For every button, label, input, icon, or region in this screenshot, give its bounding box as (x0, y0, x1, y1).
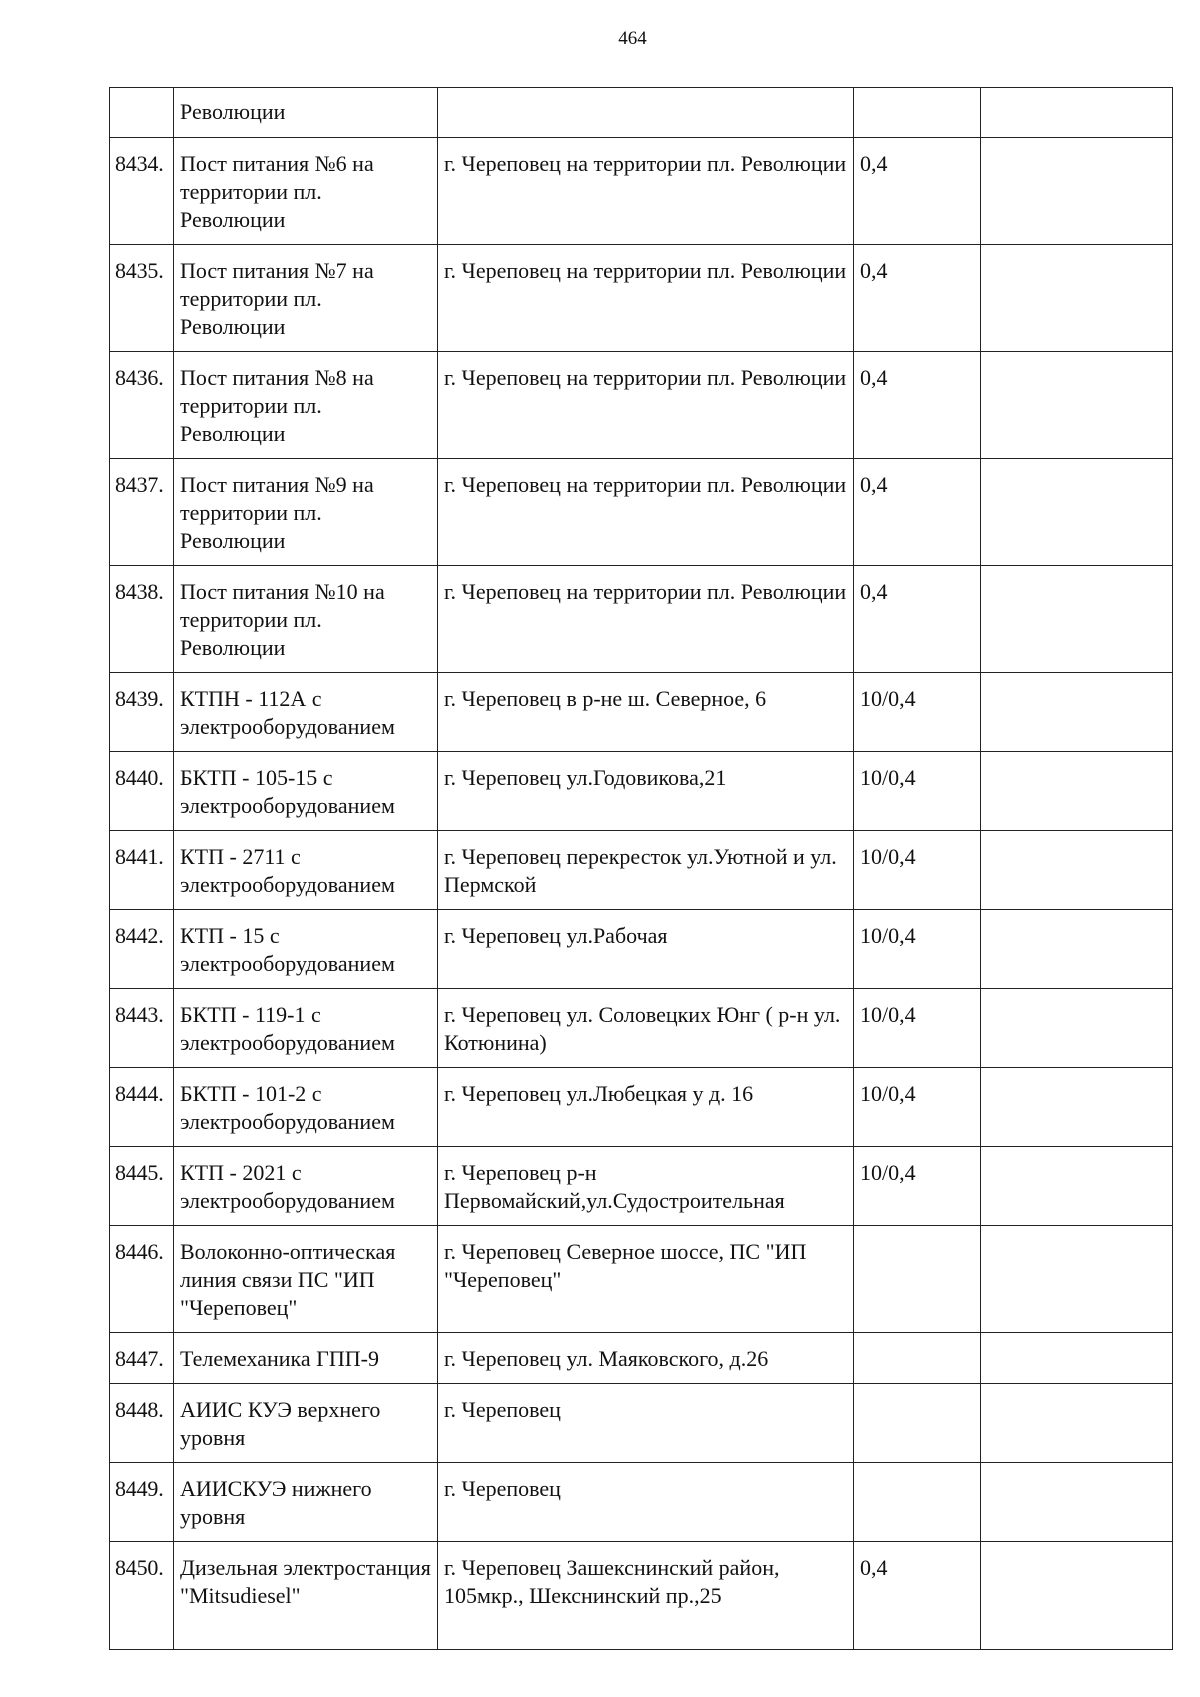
table-row (110, 245, 1173, 352)
table-row (110, 1147, 1173, 1226)
row-number: 8437. (110, 459, 174, 566)
object-address: г. Череповец Северное шоссе, ПС "ИП "Череповец" (438, 1226, 854, 1333)
table-row (110, 1068, 1173, 1147)
object-address: г. Череповец Зашекснинский район, 105мкр., Шекснинский пр.,25 (438, 1542, 854, 1650)
object-address: г. Череповец перекресток ул.Уютной и ул. Пермской (438, 831, 854, 910)
page-number: 464 (618, 28, 647, 49)
row-number: 8434. (110, 138, 174, 245)
object-voltage: 10/0,4 (854, 1068, 981, 1147)
object-voltage: 10/0,4 (854, 752, 981, 831)
object-name: БКТП - 105-15 с электрооборудованием (174, 752, 438, 831)
row-number: 8447. (110, 1333, 174, 1384)
object-voltage: 10/0,4 (854, 831, 981, 910)
object-name: Пост питания №6 на территории пл. Революции (174, 138, 438, 245)
row-number: 8438. (110, 566, 174, 673)
object-voltage: 0,4 (854, 352, 981, 459)
table-row (110, 1384, 1173, 1463)
object-voltage: 0,4 (854, 459, 981, 566)
object-address: г. Череповец (438, 1384, 854, 1463)
object-voltage (854, 88, 981, 138)
object-voltage: 0,4 (854, 138, 981, 245)
object-address: г. Череповец ул.Рабочая (438, 910, 854, 989)
object-address: г. Череповец на территории пл. Революции (438, 566, 854, 673)
object-address: г. Череповец ул. Маяковского, д.26 (438, 1333, 854, 1384)
object-voltage: 10/0,4 (854, 1147, 981, 1226)
object-note (981, 752, 1173, 831)
object-voltage: 10/0,4 (854, 910, 981, 989)
object-note (981, 1147, 1173, 1226)
object-address: г. Череповец на территории пл. Революции (438, 459, 854, 566)
row-number: 8436. (110, 352, 174, 459)
row-number: 8449. (110, 1463, 174, 1542)
object-note (981, 989, 1173, 1068)
object-name: Телемеханика ГПП-9 (174, 1333, 438, 1384)
object-voltage: 10/0,4 (854, 989, 981, 1068)
object-voltage (854, 1333, 981, 1384)
object-note (981, 138, 1173, 245)
object-name: Революции (174, 88, 438, 138)
row-number: 8450. (110, 1542, 174, 1650)
objects-table (109, 87, 1173, 1650)
row-number: 8435. (110, 245, 174, 352)
object-voltage: 0,4 (854, 245, 981, 352)
object-address: г. Череповец р-н Первомайский,ул.Судостроительная (438, 1147, 854, 1226)
row-number: 8445. (110, 1147, 174, 1226)
object-name: КТП - 2711 с электрооборудованием (174, 831, 438, 910)
object-name: КТП - 2021 с электрооборудованием (174, 1147, 438, 1226)
object-note (981, 88, 1173, 138)
table-row (110, 352, 1173, 459)
object-address: г. Череповец (438, 1463, 854, 1542)
object-address: г. Череповец в р-не ш. Северное, 6 (438, 673, 854, 752)
table-row (110, 752, 1173, 831)
object-name: КТП - 15 с электрооборудованием (174, 910, 438, 989)
object-note (981, 245, 1173, 352)
object-name: АИИСКУЭ нижнего уровня (174, 1463, 438, 1542)
table-row (110, 831, 1173, 910)
table-row (110, 1333, 1173, 1384)
row-number: 8439. (110, 673, 174, 752)
table-row (110, 566, 1173, 673)
table-row (110, 138, 1173, 245)
table-row (110, 673, 1173, 752)
row-number: 8443. (110, 989, 174, 1068)
object-name: Пост питания №8 на территории пл. Революции (174, 352, 438, 459)
row-number: 8446. (110, 1226, 174, 1333)
object-note (981, 1226, 1173, 1333)
object-note (981, 352, 1173, 459)
row-number: 8440. (110, 752, 174, 831)
object-address (438, 88, 854, 138)
table-row (110, 459, 1173, 566)
row-number: 8448. (110, 1384, 174, 1463)
object-note (981, 910, 1173, 989)
object-name: Пост питания №7 на территории пл. Революции (174, 245, 438, 352)
object-note (981, 831, 1173, 910)
object-address: г. Череповец на территории пл. Революции (438, 138, 854, 245)
table-row (110, 1542, 1173, 1650)
object-note (981, 1542, 1173, 1650)
object-name: АИИС КУЭ верхнего уровня (174, 1384, 438, 1463)
object-address: г. Череповец на территории пл. Революции (438, 352, 854, 459)
object-name: Дизельная электростанция "Mitsudiesel" (174, 1542, 438, 1650)
table-row (110, 1463, 1173, 1542)
object-name: БКТП - 101-2 с электрооборудованием (174, 1068, 438, 1147)
object-address: г. Череповец ул. Соловецких Юнг ( р-н ул. Котюнина) (438, 989, 854, 1068)
object-address: г. Череповец ул.Годовикова,21 (438, 752, 854, 831)
object-note (981, 1463, 1173, 1542)
object-voltage: 0,4 (854, 566, 981, 673)
object-voltage (854, 1226, 981, 1333)
row-number: 8444. (110, 1068, 174, 1147)
object-name: БКТП - 119-1 с электрооборудованием (174, 989, 438, 1068)
table-row (110, 88, 1173, 138)
row-number: 8442. (110, 910, 174, 989)
object-address: г. Череповец ул.Любецкая у д. 16 (438, 1068, 854, 1147)
object-note (981, 459, 1173, 566)
object-voltage: 0,4 (854, 1542, 981, 1650)
object-name: Волоконно-оптическая линия связи ПС "ИП "Череповец" (174, 1226, 438, 1333)
row-number: 8441. (110, 831, 174, 910)
object-voltage (854, 1463, 981, 1542)
object-address: г. Череповец на территории пл. Революции (438, 245, 854, 352)
object-note (981, 1384, 1173, 1463)
object-voltage (854, 1384, 981, 1463)
object-name: Пост питания №9 на территории пл. Революции (174, 459, 438, 566)
table-row (110, 1226, 1173, 1333)
row-number (110, 88, 174, 138)
table-row (110, 989, 1173, 1068)
object-note (981, 673, 1173, 752)
object-name: КТПН - 112А с электрооборудованием (174, 673, 438, 752)
object-note (981, 1068, 1173, 1147)
table-row (110, 910, 1173, 989)
object-voltage: 10/0,4 (854, 673, 981, 752)
object-note (981, 1333, 1173, 1384)
object-note (981, 566, 1173, 673)
object-name: Пост питания №10 на территории пл. Революции (174, 566, 438, 673)
